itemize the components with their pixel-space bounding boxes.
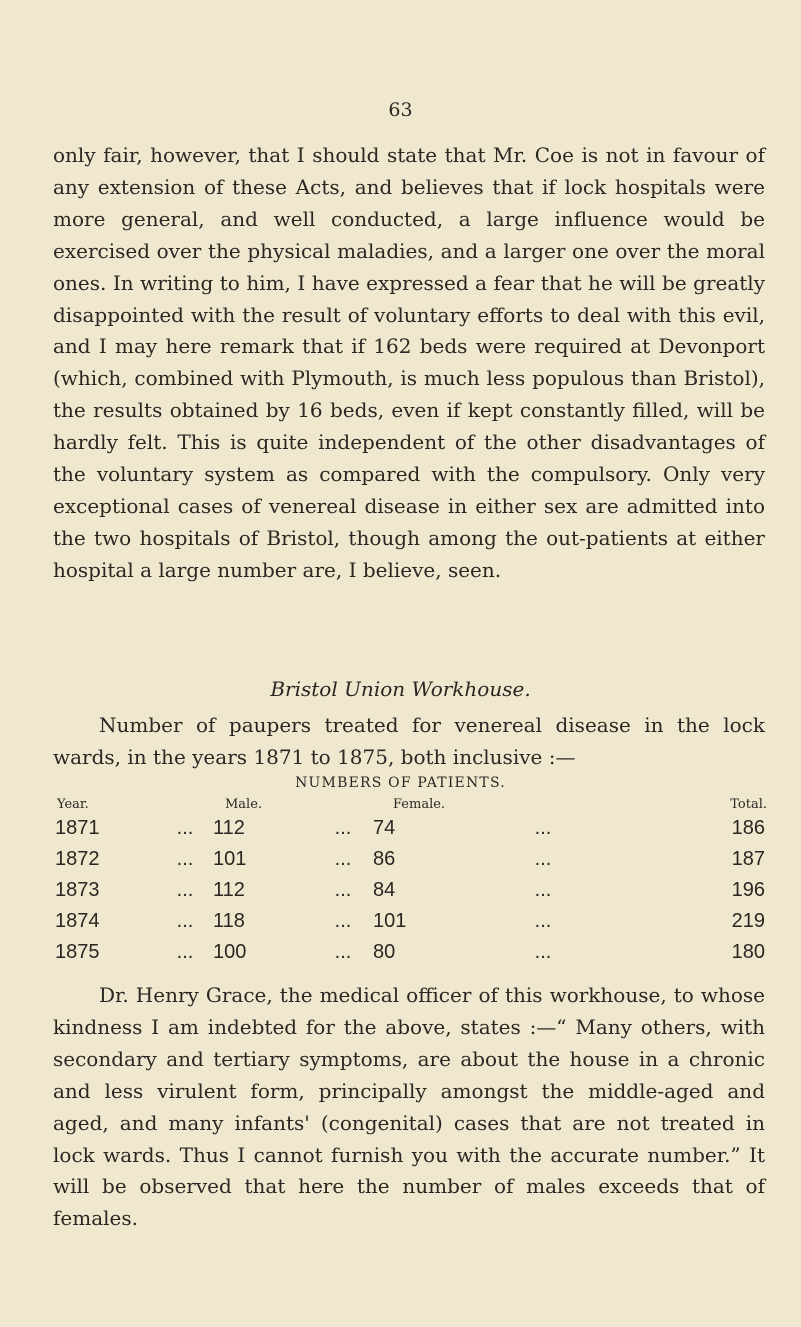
leader-dots: ... xyxy=(334,879,352,901)
header-total: Total. xyxy=(730,796,767,812)
header-female: Female. xyxy=(393,796,446,812)
table-header-row xyxy=(55,795,767,813)
leader-dots: ... xyxy=(534,817,552,839)
leader-dots: ... xyxy=(176,879,194,901)
leader-dots: ... xyxy=(334,910,352,932)
table-row xyxy=(55,844,767,875)
cell-total: 187 xyxy=(731,848,765,870)
header-year: Year. xyxy=(57,796,89,812)
table-intro-text xyxy=(53,710,765,773)
leader-dots: ... xyxy=(334,817,352,839)
leader-dots: ... xyxy=(534,879,552,901)
cell-female: 80 xyxy=(373,941,396,963)
body-paragraph-2: Dr. Henry Grace, the medical officer of this workhouse, to whose kindness I am indebted for the above, states :—“ Many others, with secondary and tertiary symptoms, are about the house in a chronic and less virulent form, principally amongst the middle-aged and aged, and many infants' (congenital) cases that are not treated in lock wards. Thus I cannot furnish you with the accurate number.” It will be observed that here the number of males exceeds that of females. xyxy=(53,983,765,1231)
patients-table xyxy=(55,795,767,968)
cell-male: 118 xyxy=(213,910,245,932)
leader-dots: ... xyxy=(334,941,352,963)
cell-male: 112 xyxy=(213,817,245,839)
leader-dots: ... xyxy=(176,941,194,963)
leader-dots: ... xyxy=(176,848,194,870)
cell-female: 84 xyxy=(373,879,396,901)
leader-dots: ... xyxy=(534,910,552,932)
page-number: 63 xyxy=(388,99,413,121)
table-caption: NUMBERS OF PATIENTS. xyxy=(295,775,506,791)
cell-male: 101 xyxy=(213,848,247,870)
cell-total: 180 xyxy=(731,941,765,963)
table-row xyxy=(55,906,767,937)
cell-total: 196 xyxy=(731,879,765,901)
table-row xyxy=(55,875,767,906)
cell-female: 101 xyxy=(373,910,407,932)
leader-dots: ... xyxy=(534,848,552,870)
cell-year: 1872 xyxy=(55,848,100,870)
cell-male: 112 xyxy=(213,879,245,901)
cell-year: 1871 xyxy=(55,817,100,839)
body-paragraph-1: only fair, however, that I should state that Mr. Coe is not in favour of any extension of these Acts, and believes that if lock hospitals were more general, and well conducted, a large influence would be exercised over the physical maladies, and a larger one over the moral ones. In writing to him, I have expressed a fear that he will be greatly disappointed with the result of voluntary efforts to deal with this evil, and I may here remark that if 162 beds were required at Devonport (which, combined with Plymouth, is much less populous than Bristol), the results obtained by 16 beds, even if kept constantly filled, will be hardly felt. This is quite independent of the other disadvantages of the voluntary system as compared with the compulsory. Only very exceptional cases of venereal disease in either sex are admitted into the two hospitals of Bristol, though among the out-patients at either hospital a large number are, I believe, seen. xyxy=(53,143,765,582)
table-intro-label: Number of paupers treated for venereal disease in the lock wards, in the years 1871 to 1875, both inclusive :— xyxy=(53,713,765,769)
cell-year: 1875 xyxy=(55,941,100,963)
section-heading: Bristol Union Workhouse. xyxy=(270,677,531,701)
cell-male: 100 xyxy=(213,941,247,963)
leader-dots: ... xyxy=(334,848,352,870)
cell-year: 1874 xyxy=(55,910,100,932)
header-male: Male. xyxy=(225,796,263,812)
leader-dots: ... xyxy=(176,910,194,932)
table-row xyxy=(55,813,767,844)
cell-female: 74 xyxy=(373,817,396,839)
cell-female: 86 xyxy=(373,848,396,870)
leader-dots: ... xyxy=(176,817,194,839)
table-row xyxy=(55,937,767,968)
cell-total: 186 xyxy=(731,817,765,839)
cell-year: 1873 xyxy=(55,879,100,901)
cell-total: 219 xyxy=(731,910,765,932)
leader-dots: ... xyxy=(534,941,552,963)
